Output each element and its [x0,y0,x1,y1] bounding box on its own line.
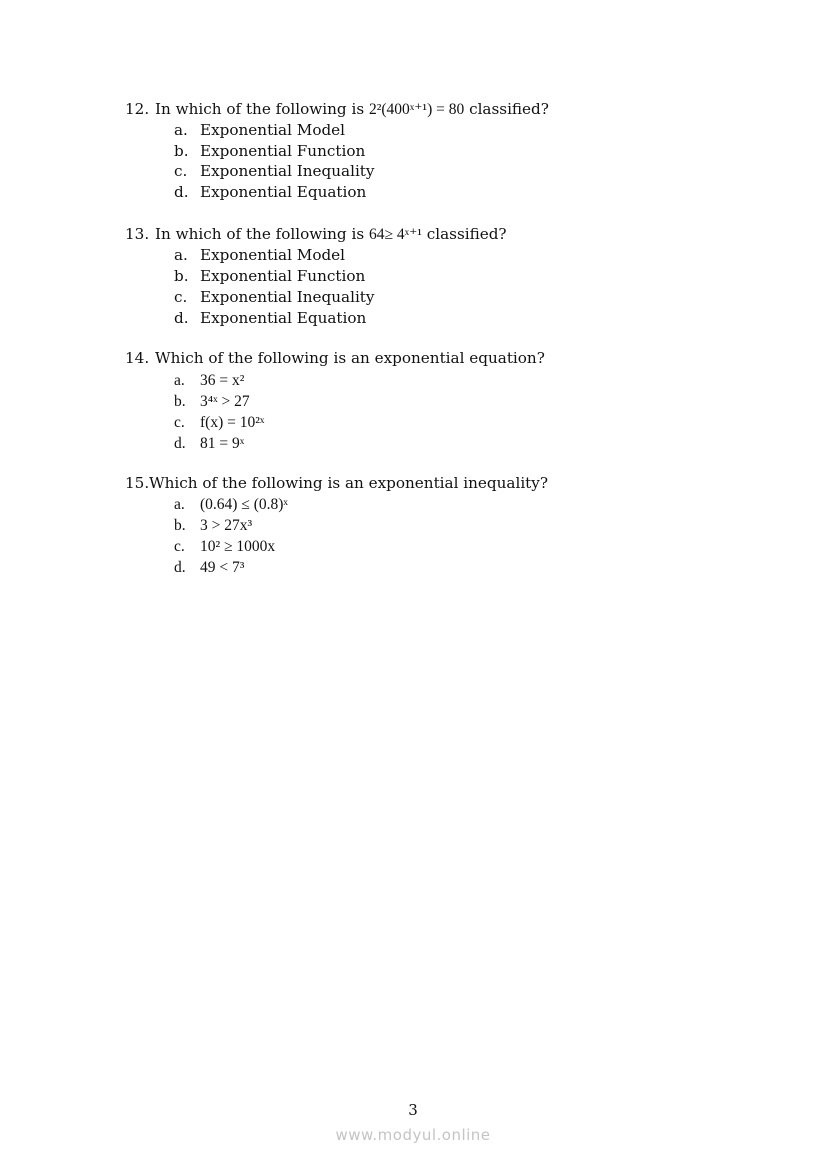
option-letter: a. [174,246,188,264]
option-text: Exponential Model [200,246,346,264]
option-letter: d. [174,559,186,576]
question-15-stem [125,473,548,494]
option-letter: a. [174,372,185,389]
option-text: Exponential Equation [200,183,367,201]
option-letter: b. [174,267,189,285]
option-letter: c. [174,162,188,180]
option-item [174,536,275,557]
option-item [174,308,366,329]
stem-text-post: classified? [469,100,549,118]
option-letter: c. [174,288,188,306]
option-item [174,494,288,515]
stem-text-pre: In which of the following is [155,100,365,118]
option-text: 36 = x² [200,372,245,389]
stem-text: Which of the following is an exponential inequality? [149,474,549,492]
option-text: Exponential Model [200,121,346,139]
option-item [174,182,366,203]
question-number: 13. [125,225,150,243]
option-letter: d. [174,435,186,452]
option-letter: a. [174,121,188,139]
stem-math: 64≥ 4ˣ⁺¹ [368,226,422,243]
stem-text-pre: In which of the following is [155,225,365,243]
question-number: 12. [125,100,150,118]
option-text: 3⁴ˣ > 27 [200,393,250,410]
option-item [174,245,345,266]
option-text: Exponential Function [200,142,366,160]
option-item [174,266,365,287]
option-letter: b. [174,393,186,410]
option-item [174,412,264,433]
option-text: (0.64) ≤ (0.8)ˣ [200,496,288,513]
option-letter: b. [174,517,186,534]
option-item [174,433,244,454]
watermark: www.modyul.online [335,1126,491,1144]
option-letter: c. [174,538,185,555]
option-item [174,557,244,578]
page-number: 3 [408,1101,418,1119]
option-text: f(x) = 10²ˣ [200,414,265,431]
question-14-stem [125,348,545,369]
option-text: Exponential Function [200,267,366,285]
option-text: 49 < 7³ [200,559,245,576]
question-13-stem [125,224,507,245]
option-text: 81 = 9ˣ [200,435,245,452]
stem-math: 2²(400ˣ⁺¹) = 80 [368,101,465,118]
option-letter: a. [174,496,185,513]
stem-text: Which of the following is an exponential equation? [155,349,545,367]
option-item [174,161,375,182]
question-12-stem [125,99,549,120]
option-letter: d. [174,309,189,327]
option-text: 3 > 27x³ [200,517,253,534]
option-item [174,515,252,536]
question-number: 15. [125,474,150,492]
option-text: Exponential Inequality [200,162,375,180]
option-item [174,287,375,308]
stem-text-post: classified? [426,225,507,243]
option-item [174,391,250,412]
option-letter: b. [174,142,189,160]
option-item [174,120,345,141]
question-number: 14. [125,349,150,367]
option-letter: c. [174,414,185,431]
option-letter: d. [174,183,189,201]
option-item [174,370,244,391]
option-text: 10² ≥ 1000x [200,538,276,555]
option-text: Exponential Inequality [200,288,375,306]
option-text: Exponential Equation [200,309,367,327]
option-item [174,141,365,162]
